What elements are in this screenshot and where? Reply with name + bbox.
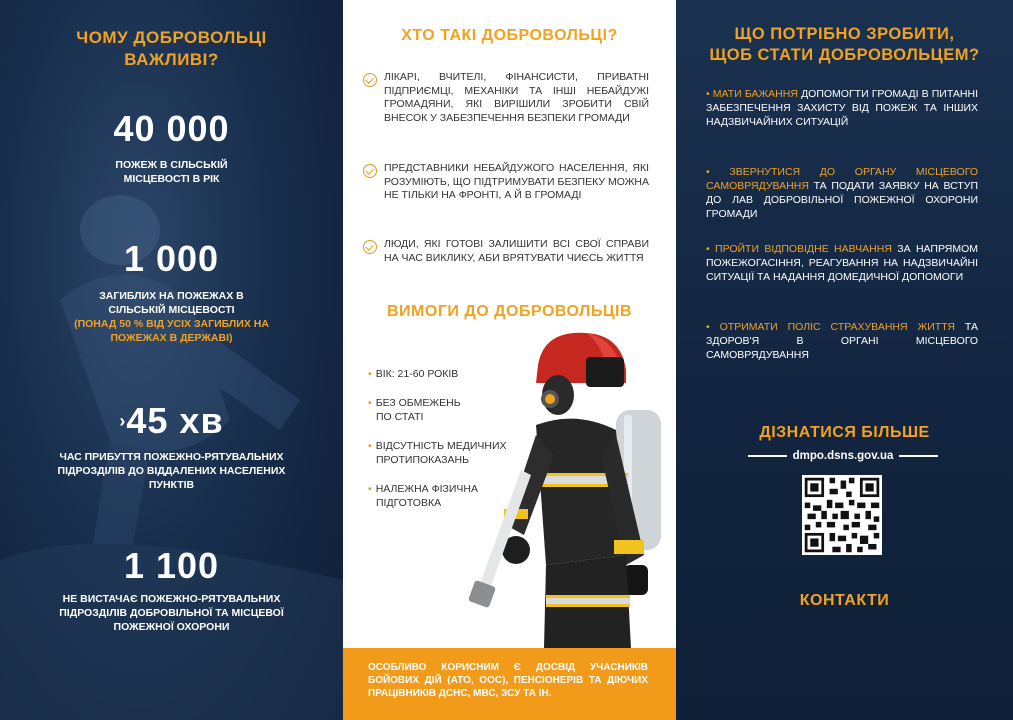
qr-code-icon[interactable] bbox=[802, 475, 882, 555]
step-highlight: • ПРОЙТИ ВІДПОВІДНЕ НАВЧАННЯ bbox=[706, 243, 892, 255]
stat-shortage-desc-line: НЕ ВИСТАЧАЄ ПОЖЕЖНО-РЯТУВАЛЬНИХ bbox=[62, 593, 281, 605]
step-highlight: • ЗВЕРНУТИСЯ ДО ОРГАНУ МІСЦЕВОГО САМОВРЯДУВАННЯ bbox=[706, 166, 978, 192]
stat-shortage-desc-line: ПОЖЕЖНОЇ ОХОРОНИ bbox=[113, 621, 230, 633]
requirements-title: ВИМОГИ ДО ДОБРОВОЛЬЦІВ bbox=[387, 303, 632, 320]
requirement-item bbox=[368, 482, 478, 510]
stat-arrival-desc bbox=[40, 450, 303, 492]
step-item bbox=[706, 165, 978, 221]
volunteer-type-text: ПРЕДСТАВНИКИ НЕБАЙДУЖОГО НАСЕЛЕННЯ, ЯКІ РОЗУМІЮТЬ, ЩО ПІДТРИМУВАТИ БЕЗПЕКУ МОЖНА НЕ ТІЛЬКИ НА ФРОНТІ, А Й В ГРОМАДІ bbox=[384, 162, 649, 201]
stat-arrival-value: 45 хв bbox=[126, 400, 224, 441]
requirement-text: ПІДГОТОВКА bbox=[376, 497, 442, 509]
requirement-item bbox=[368, 396, 461, 424]
requirement-text: ВІК: 21-60 РОКІВ bbox=[375, 368, 459, 380]
step-text: ТА ЗДОРОВ'Я В ОРГАНІ МІСЦЕВОГО САМОВРЯДУВАННЯ bbox=[706, 321, 978, 361]
stat-deaths-highlight-line: ПОЖЕЖАХ В ДЕРЖАВІ) bbox=[110, 332, 233, 344]
stat-arrival-desc-line: ЧАС ПРИБУТТЯ ПОЖЕЖНО-РЯТУВАЛЬНИХ bbox=[59, 451, 284, 463]
website-link[interactable]: dmpo.dsns.gov.ua bbox=[792, 450, 894, 462]
contacts-heading[interactable]: КОНТАКТИ bbox=[799, 592, 890, 609]
step-item bbox=[706, 320, 978, 362]
left-title bbox=[0, 27, 343, 71]
volunteer-type-text: ЛІКАРІ, ВЧИТЕЛІ, ФІНАНСИСТИ, ПРИВАТНІ ПІДПРИЄМЦІ, МЕХАНІКИ ТА ІНШІ НЕБАЙДУЖІ ГРОМАДЯНИ, ЯКІ ВИРІШИЛИ ЗРОБИТИ СВІЙ ВНЕСОК У ЗАБЕЗПЕЧЕННЯ БЕЗПЕКИ ГРОМАДИ bbox=[384, 71, 649, 124]
divider bbox=[899, 455, 938, 457]
stat-arrival-desc-line: ПІДРОЗДІЛІВ ДО ВІДДАЛЕНИХ НАСЕЛЕНИХ bbox=[57, 465, 286, 477]
requirement-text: БЕЗ ОБМЕЖЕНЬ bbox=[375, 397, 461, 409]
requirement-text: ПО СТАТІ bbox=[376, 411, 424, 423]
requirement-item bbox=[368, 367, 458, 381]
check-circle-icon bbox=[363, 240, 377, 254]
divider bbox=[748, 455, 787, 457]
step-item bbox=[706, 242, 978, 284]
step-highlight: • МАТИ БАЖАННЯ bbox=[706, 88, 798, 100]
firefighter-illustration bbox=[466, 325, 676, 648]
stat-fires-desc bbox=[30, 158, 313, 186]
how-to-become-title-line-2: ЩОБ СТАТИ ДОБРОВОЛЬЦЕМ? bbox=[709, 46, 980, 64]
how-to-become-title-line-1: ЩО ПОТРІБНО ЗРОБИТИ, bbox=[734, 25, 955, 43]
stat-shortage-desc-line: ПІДРОЗДІЛІВ ДОБРОВІЛЬНОЇ ТА МІСЦЕВОЇ bbox=[59, 607, 284, 619]
step-text: ЗА НАПРЯМОМ ПОЖЕЖОГАСІННЯ, РЕАГУВАННЯ НА НАДЗВИЧАЙНІ СИТУАЦІЇ ТА НАДАННЯ ДОМЕДИЧНОЇ ДОПОМОГИ bbox=[706, 243, 978, 283]
stat-fires-desc-line: ПОЖЕЖ В СІЛЬСЬКІЙ bbox=[115, 159, 228, 171]
stat-deaths-desc-line: ЗАГИБЛИХ НА ПОЖЕЖАХ В bbox=[99, 290, 244, 302]
experience-note: ОСОБЛИВО КОРИСНИМ Є ДОСВІД УЧАСНИКІВ БОЙОВИХ ДІЙ (АТО, ООС), ПЕНСІОНЕРІВ ТА ДІЮЧИХ ПРАЦІВНИКІВ ДСНС, МВС, ЗСУ ТА ІН. bbox=[368, 662, 648, 699]
learn-more-heading: ДІЗНАТИСЯ БІЛЬШЕ bbox=[759, 424, 930, 441]
left-title-line-2: ВАЖЛИВІ? bbox=[124, 50, 219, 69]
check-circle-icon bbox=[363, 164, 377, 178]
stat-arrival-desc-line: ПУНКТІВ bbox=[148, 479, 195, 491]
step-item bbox=[706, 87, 978, 129]
stat-fires-number: 40 000 bbox=[113, 108, 230, 149]
requirement-text: ВІДСУТНІСТЬ МЕДИЧНИХ bbox=[375, 440, 507, 452]
stat-shortage-number: 1 100 bbox=[123, 545, 220, 586]
who-are-volunteers-title: ХТО ТАКІ ДОБРОВОЛЬЦІ? bbox=[401, 27, 618, 44]
step-highlight: • ОТРИМАТИ ПОЛІС СТРАХУВАННЯ ЖИТТЯ bbox=[706, 321, 955, 333]
stat-shortage-desc bbox=[30, 592, 313, 634]
left-title-line-1: ЧОМУ ДОБРОВОЛЬЦІ bbox=[76, 28, 267, 47]
step-text: ТА ПОДАТИ ЗАЯВКУ НА ВСТУП ДО ЛАВ ДОБРОВІЛЬНОЇ ПОЖЕЖНОЇ ОХОРОНИ ГРОМАДИ bbox=[706, 180, 978, 220]
stat-deaths-desc-line: СІЛЬСЬКІЙ МІСЦЕВОСТІ bbox=[108, 304, 235, 316]
check-circle-icon bbox=[363, 73, 377, 87]
stat-deaths-desc bbox=[30, 289, 313, 345]
requirement-text: ПРОТИПОКАЗАНЬ bbox=[376, 454, 469, 466]
step-text: ДОПОМОГТИ ГРОМАДІ В ПИТАННІ ЗАБЕЗПЕЧЕННЯ ЗАХИСТУ ВІД ПОЖЕЖ ТА ІНШИХ НАДЗВИЧАЙНИХ СИТУАЦІЙ bbox=[706, 88, 978, 128]
how-to-become-title bbox=[676, 24, 1013, 66]
stat-fires-desc-line: МІСЦЕВОСТІ В РІК bbox=[123, 173, 220, 185]
stat-arrival-number bbox=[0, 400, 343, 442]
greater-than-sign: › bbox=[119, 411, 127, 431]
volunteer-type-text: ЛЮДИ, ЯКІ ГОТОВІ ЗАЛИШИТИ ВСІ СВОЇ СПРАВИ НА ЧАС ВИКЛИКУ, АБИ ВРЯТУВАТИ ЧИЄСЬ ЖИТТЯ bbox=[384, 238, 649, 264]
stat-deaths-highlight-line: (ПОНАД 50 % ВІД УСІХ ЗАГИБЛИХ НА bbox=[74, 318, 269, 330]
website-row bbox=[748, 449, 938, 463]
stat-deaths-number: 1 000 bbox=[123, 238, 220, 279]
requirement-text: НАЛЕЖНА ФІЗИЧНА bbox=[375, 483, 478, 495]
